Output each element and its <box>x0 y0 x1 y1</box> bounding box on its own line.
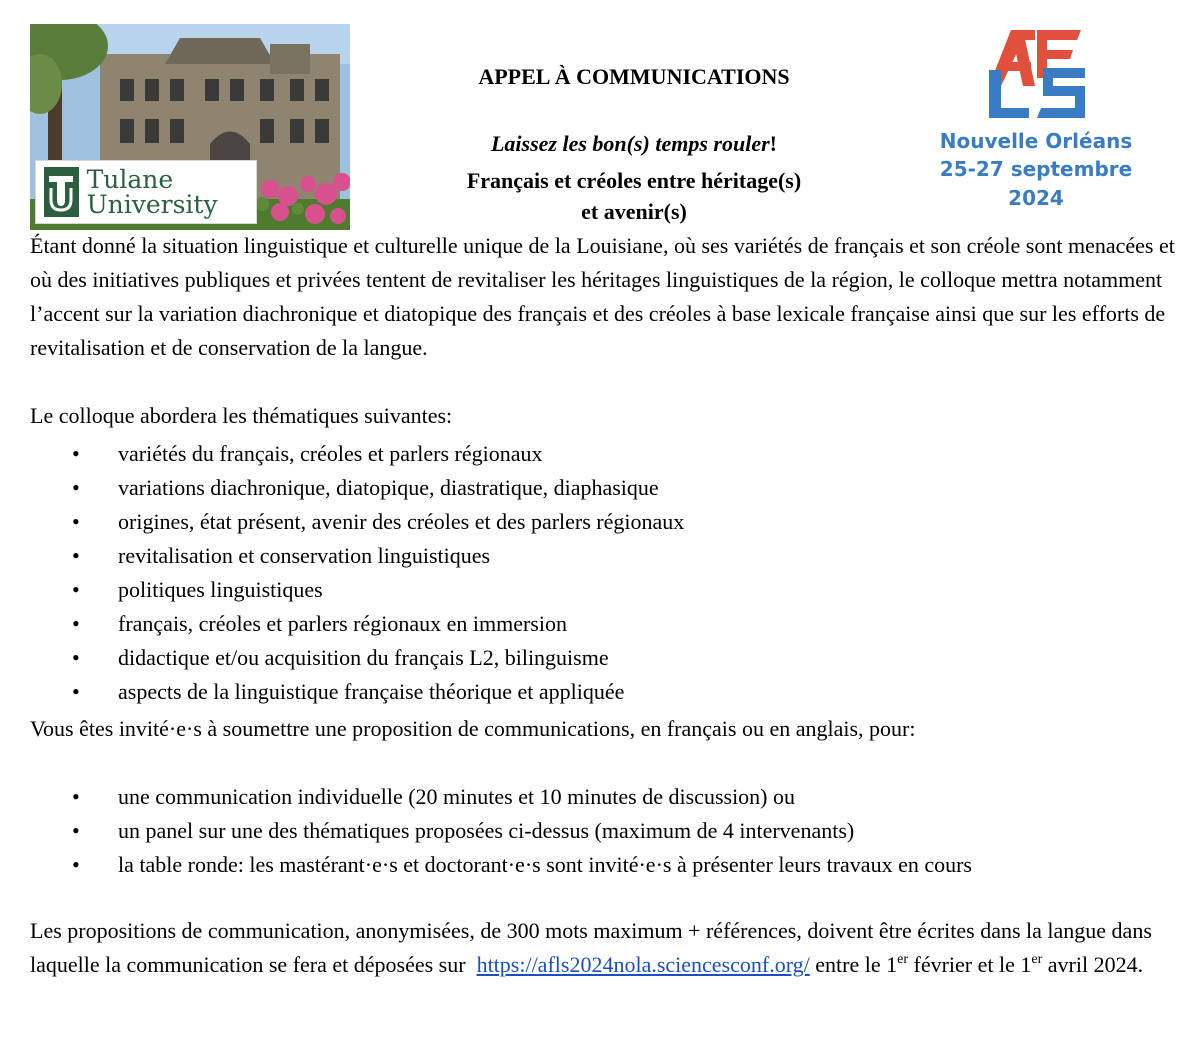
format-text: un panel sur une des thématiques proposées ci-dessus (maximum de 4 intervenants) <box>118 818 855 843</box>
formats-list <box>30 780 1178 882</box>
submission-link[interactable]: https://afls2024nola.sciencesconf.org/ <box>476 952 810 977</box>
topic-text: aspects de la linguistique française théorique et appliquée <box>118 679 625 704</box>
list-item <box>30 505 1178 539</box>
list-item <box>30 641 1178 675</box>
bullet-icon: • <box>72 509 80 534</box>
list-item <box>30 573 1178 607</box>
afls-conference-logo <box>985 26 1089 122</box>
topic-text: origines, état présent, avenir des créoles et des parlers régionaux <box>118 509 685 534</box>
deadline-end: avril 2024. <box>1047 952 1144 977</box>
tulane-university-name: Tulane University <box>86 165 218 219</box>
bullet-icon: • <box>72 441 80 466</box>
bullet-icon: • <box>72 679 80 704</box>
conference-year: 2024 <box>1008 186 1064 210</box>
ordinal-suffix: er <box>1031 952 1043 967</box>
bullet-icon: • <box>72 577 80 602</box>
topics-list <box>30 437 1178 709</box>
slogan-exclamation: ! <box>769 131 777 156</box>
list-item <box>30 437 1178 471</box>
bullet-icon: • <box>72 852 80 877</box>
topic-text: variations diachronique, diatopique, diastratique, diaphasique <box>118 475 659 500</box>
submission-paragraph <box>30 914 1180 982</box>
deadline-middle: février et le 1 <box>913 952 1032 977</box>
bullet-icon: • <box>72 818 80 843</box>
bullet-icon: • <box>72 784 80 809</box>
topics-intro: Le colloque abordera les thématiques suivantes: <box>30 403 453 428</box>
slogan-text: Laissez les bon(s) temps rouler <box>490 131 770 156</box>
topic-text: revitalisation et conservation linguistiques <box>118 543 491 568</box>
list-item <box>30 814 1178 848</box>
list-item <box>30 780 1178 814</box>
invite-paragraph: Vous êtes invité·e·s à soumettre une proposition de communications, en français ou en anglais, pour: <box>30 716 916 741</box>
list-item <box>30 607 1178 641</box>
topic-text: politiques linguistiques <box>118 577 323 602</box>
list-item <box>30 675 1178 709</box>
deadline-start: entre le 1 <box>815 952 898 977</box>
intro-paragraph: Étant donné la situation linguistique et culturelle unique de la Louisiane, où ses variétés de français et son créole sont menacées et où des initiatives publiques et privées tentent de revitaliser les héritages linguistiques de la région, le colloque mettra notamment l’accent sur la variation diachronique et diatopique des français et des créoles à base lexicale française ainsi que sur les efforts de revitalisation et de conservation de la langue. <box>30 233 1175 360</box>
submission-text: Les propositions de communication, anonymisées, de 300 mots maximum + références, doivent être écrites dans la langue dans laquelle la communication se fera et déposées sur <box>30 918 1152 977</box>
topic-text: variétés du français, créoles et parlers régionaux <box>118 441 543 466</box>
tulane-university-logo <box>35 160 257 224</box>
bullet-icon: • <box>72 611 80 636</box>
list-item <box>30 539 1178 573</box>
page-title: APPEL À COMMUNICATIONS <box>478 64 790 89</box>
list-item <box>30 471 1178 505</box>
conference-theme-line1: Français et créoles entre héritage(s) <box>466 168 802 193</box>
format-text: la table ronde: les mastérant·e·s et doctorant·e·s sont invité·e·s à présenter leurs travaux en cours <box>118 852 972 877</box>
tulane-shield-icon <box>44 167 79 217</box>
bullet-icon: • <box>72 645 80 670</box>
bullet-icon: • <box>72 475 80 500</box>
topic-text: didactique et/ou acquisition du français L2, bilinguisme <box>118 645 609 670</box>
format-text: une communication individuelle (20 minutes et 10 minutes de discussion) ou <box>118 784 796 809</box>
topic-text: français, créoles et parlers régionaux en immersion <box>118 611 567 636</box>
conference-theme-line2: et avenir(s) <box>581 199 687 224</box>
conference-slogan <box>356 131 912 157</box>
tulane-campus-photo <box>30 24 350 230</box>
conference-city: Nouvelle Orléans <box>939 129 1133 153</box>
list-item <box>30 848 1178 882</box>
bullet-icon: • <box>72 543 80 568</box>
ordinal-suffix: er <box>897 952 909 967</box>
conference-dates: 25-27 septembre <box>939 157 1133 181</box>
